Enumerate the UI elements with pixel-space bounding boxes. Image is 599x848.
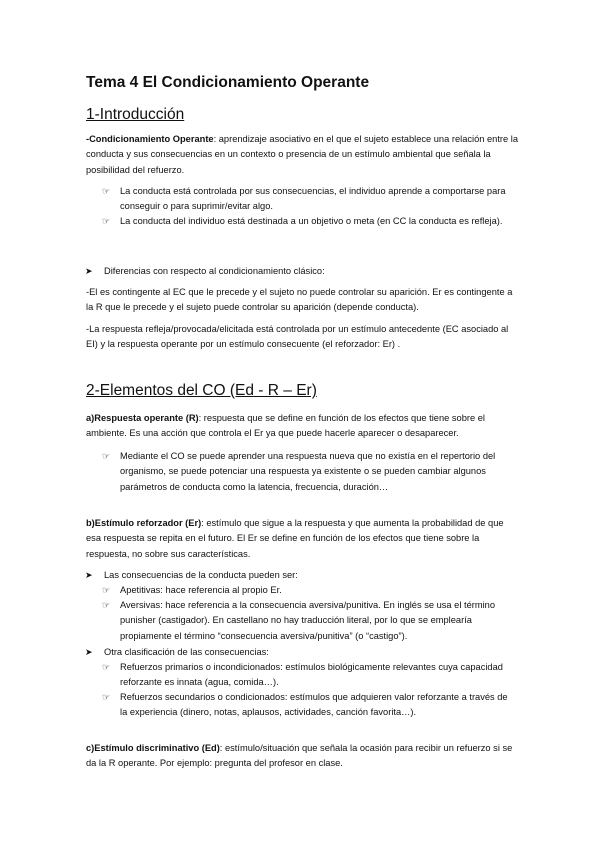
pointing-hand-icon: ☞ [102, 662, 111, 672]
definition-term: -Condicionamiento Operante [86, 134, 214, 144]
element-a-prefix: a) [86, 413, 95, 423]
element-c-text: : estímulo/situación que señala la ocasión para recibir un refuerzo si se da la R operante. Por ejemplo: pregunta del profesor en clase. [86, 743, 513, 769]
definition-paragraph [86, 132, 518, 178]
list-item [102, 184, 516, 215]
element-a-term: Respuesta operante (R) [94, 413, 199, 423]
pointing-hand-icon: ☞ [102, 585, 111, 595]
list-item-text: La conducta está controlada por sus consecuencias, el individuo aprende a comportarse para conseguir o para suprimir/evitar algo. [120, 186, 506, 212]
pointing-hand-icon: ☞ [102, 692, 111, 702]
list-item [102, 598, 516, 644]
pointing-hand-icon: ☞ [102, 451, 111, 461]
arrow-item-text: Las consecuencias de la conducta pueden ser: [104, 570, 298, 580]
list-item [102, 690, 516, 721]
list-item-text: Refuerzos primarios o incondicionados: estímulos biológicamente relevantes cuya capacidad reforzante es innata (agua, comida…). [120, 662, 503, 688]
element-a-paragraph [86, 411, 518, 442]
definition-text: : aprendizaje asociativo en el que el sujeto establece una relación entre la conducta y sus consecuencias en un contexto o presencia de un estímulo ambiental que señala la posibilidad del refuerzo. [86, 134, 519, 175]
paragraph: -El es contingente al EC que le precede y el sujeto no puede controlar su aparición. Er es contingente a la R que le precede y el sujeto puede controlar su aparición (depende conducta). [86, 287, 513, 313]
element-c-paragraph [86, 741, 518, 772]
pointing-hand-icon: ☞ [102, 186, 111, 196]
section-1-heading: 1-Introducción [86, 106, 185, 123]
element-b-text: : estímulo que sigue a la respuesta y que aumenta la probabilidad de que esa respuesta se repita en el futuro. El Er se define en función de los efectos que tiene sobre la respuesta, no sobre sus características. [86, 518, 504, 559]
list-item [102, 583, 516, 598]
pointing-hand-icon: ☞ [102, 600, 111, 610]
section-2-heading: 2-Elementos del CO (Ed - R – Er) [86, 382, 317, 399]
list-item-text: Refuerzos secundarios o condicionados: estímulos que adquieren valor reforzante a través de la experiencia (dinero, notas, aplausos, actividades, canción favorita…). [120, 692, 508, 718]
arrowhead-icon: ➤ [85, 570, 93, 580]
list-item [102, 660, 516, 691]
pointing-hand-icon: ☞ [102, 216, 111, 226]
list-item-text: Aversivas: hace referencia a la consecuencia aversiva/punitiva. En inglés se usa el término punisher (castigador). En castellano no hay traducción literal, por lo que se emplearía propiamente el término “consecuencia aversiva/punitiva” (o “castigo”). [120, 600, 496, 641]
element-a-text: : respuesta que se define en función de los efectos que tiene sobre el ambiente. Es una acción que controla el Er ya que puede hacerle aparecer o desaparecer. [86, 413, 485, 439]
arrow-item-text: Diferencias con respecto al condicionamiento clásico: [104, 266, 325, 276]
list-item [102, 449, 516, 495]
list-item-text: Apetitivas: hace referencia al propio Er. [120, 585, 282, 595]
list-item-text: La conducta del individuo está destinada a un objetivo o meta (en CC la conducta es refleja). [120, 216, 503, 226]
arrowhead-icon: ➤ [85, 647, 93, 657]
element-c-term: c)Estímulo discriminativo (Ed) [86, 743, 220, 753]
paragraph: -La respuesta refleja/provocada/elicitada está controlada por un estímulo antecedente (EC asociado al EI) y la respuesta operante por un estímulo consecuente (el reforzador: Er) . [86, 324, 509, 350]
document-title: Tema 4 El Condicionamiento Operante [86, 74, 370, 91]
arrow-item [85, 568, 514, 583]
list-item-text: Mediante el CO se puede aprender una respuesta nueva que no existía en el repertorio del organismo, se puede potenciar una respuesta ya existente o se pueden cambiar algunos parámetros de conducta como la latencia, frecuencia, duración… [120, 451, 496, 492]
list-item [102, 214, 516, 229]
arrow-item [85, 645, 514, 660]
arrow-item [85, 264, 514, 279]
arrowhead-icon: ➤ [85, 266, 93, 276]
element-b-paragraph [86, 516, 518, 562]
arrow-item-text: Otra clasificación de las consecuencias: [104, 647, 269, 657]
element-b-term: b)Estímulo reforzador (Er) [86, 518, 202, 528]
